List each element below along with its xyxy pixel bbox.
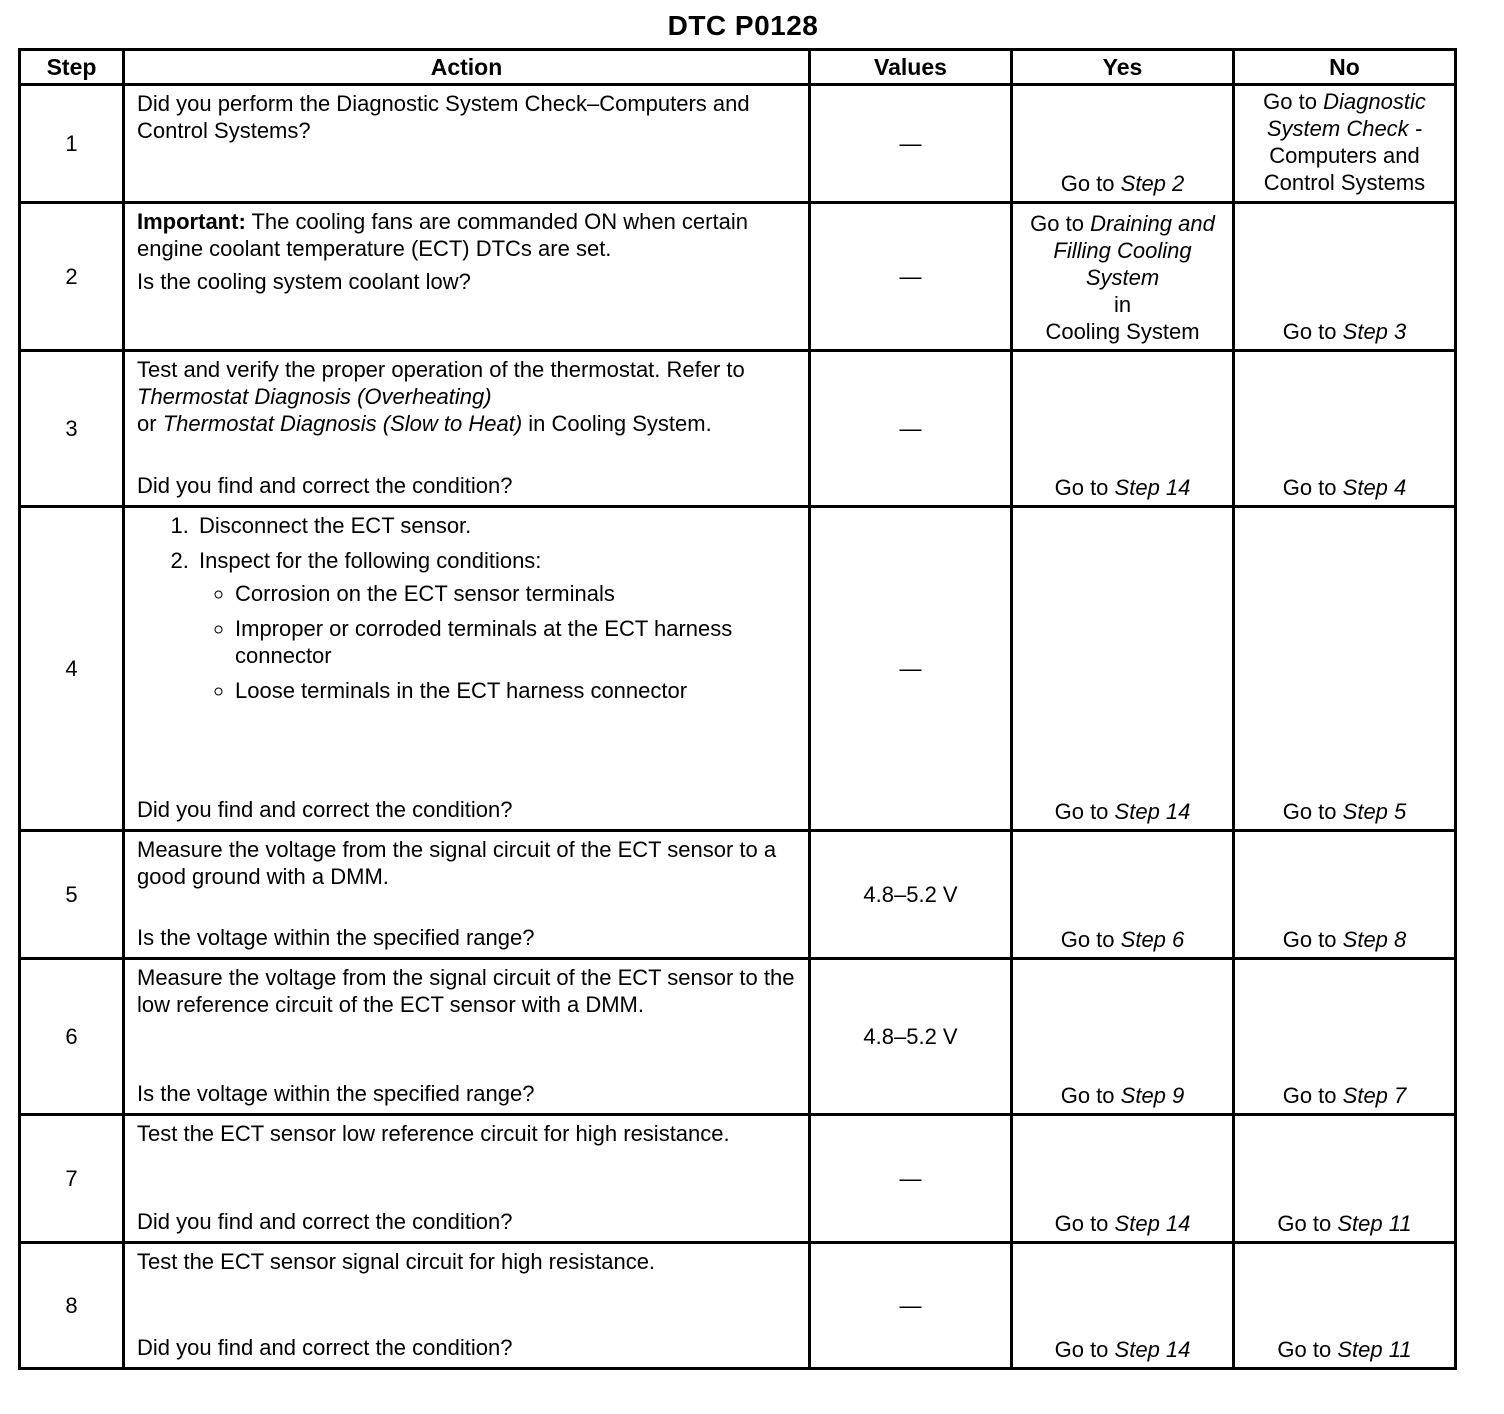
no-cell	[1234, 1243, 1456, 1369]
no-link-extra: Computers and Control Systems	[1263, 143, 1426, 195]
step-number: 7	[20, 1115, 124, 1243]
go-to-text: Go to	[1054, 799, 1109, 824]
action-cell	[124, 507, 810, 831]
yes-link[interactable]: Draining and Filling Cooling System	[1053, 211, 1215, 290]
value-cell	[810, 203, 1012, 351]
action-question: Did you find and correct the condition?	[137, 1209, 513, 1234]
yes-link-extra: Cooling System	[1045, 319, 1200, 344]
thermostat-overheating-link[interactable]: Thermostat Diagnosis (Overheating)	[137, 384, 492, 409]
action-cell	[124, 203, 810, 351]
go-to-text: Go to	[1282, 927, 1337, 952]
value-text: 4.8–5.2 V	[863, 1024, 958, 1049]
action-cell	[124, 831, 810, 959]
value-cell	[810, 507, 1012, 831]
value-text: —	[899, 264, 922, 289]
yes-link[interactable]: Step 14	[1114, 799, 1191, 824]
yes-cell	[1012, 203, 1234, 351]
yes-cell	[1012, 831, 1234, 959]
step-number: 4	[20, 507, 124, 831]
action-cell	[124, 351, 810, 507]
table-row	[20, 959, 1456, 1115]
action-cell	[124, 85, 810, 203]
header-action: Action	[124, 50, 810, 85]
table-row	[20, 203, 1456, 351]
value-cell	[810, 1243, 1012, 1369]
value-cell	[810, 959, 1012, 1115]
no-link[interactable]: Step 11	[1337, 1211, 1412, 1236]
table-row	[20, 1243, 1456, 1369]
value-cell	[810, 85, 1012, 203]
value-text: —	[899, 416, 922, 441]
value-text: —	[899, 656, 922, 681]
action-instruction: Test the ECT sensor low reference circuit for high resistance.	[137, 1121, 730, 1146]
yes-in-text: in	[1113, 292, 1132, 317]
no-link[interactable]: Step 8	[1342, 927, 1407, 952]
no-cell	[1234, 959, 1456, 1115]
instruction-text: in Cooling System.	[528, 411, 712, 436]
no-cell	[1234, 831, 1456, 959]
go-to-text: Go to	[1282, 1083, 1337, 1108]
yes-cell	[1012, 507, 1234, 831]
no-cell	[1234, 1115, 1456, 1243]
step-number: 6	[20, 959, 124, 1115]
go-to-text: Go to	[1282, 475, 1337, 500]
yes-link[interactable]: Step 6	[1120, 927, 1185, 952]
action-question: Did you find and correct the condition?	[137, 1335, 513, 1360]
yes-cell	[1012, 351, 1234, 507]
yes-link[interactable]: Step 2	[1120, 171, 1185, 196]
go-to-text: Go to	[1277, 1211, 1332, 1236]
go-to-text: Go to	[1054, 475, 1109, 500]
yes-cell	[1012, 1115, 1234, 1243]
header-yes: Yes	[1012, 50, 1234, 85]
no-link[interactable]: Step 5	[1342, 799, 1407, 824]
step-number: 3	[20, 351, 124, 507]
substep-item: 1. Disconnect the ECT sensor.	[195, 512, 802, 539]
go-to-text: Go to	[1282, 319, 1337, 344]
page-title: DTC P0128	[667, 10, 819, 41]
action-instruction: Test the ECT sensor signal circuit for high resistance.	[137, 1249, 656, 1274]
action-instruction: Measure the voltage from the signal circuit of the ECT sensor to a good ground with a DMM.	[137, 837, 777, 889]
yes-link[interactable]: Step 14	[1114, 1211, 1191, 1236]
condition-item: ◦ Loose terminals in the ECT harness connector	[235, 677, 802, 704]
value-cell	[810, 831, 1012, 959]
step-number: 5	[20, 831, 124, 959]
value-text: —	[899, 1293, 922, 1318]
dtc-table	[18, 48, 1457, 1370]
no-cell	[1234, 351, 1456, 507]
action-instruction: Measure the voltage from the signal circuit of the ECT sensor to the low reference circuit of the ECT sensor with a DMM.	[137, 965, 795, 1017]
go-to-text: Go to	[1060, 171, 1115, 196]
substep-text: Inspect for the following conditions:	[199, 548, 542, 573]
condition-item: ◦ Improper or corroded terminals at the ECT harness connector	[235, 615, 802, 669]
instruction-text: or	[137, 411, 157, 436]
no-link[interactable]: Step 7	[1342, 1083, 1407, 1108]
go-to-text: Go to	[1054, 1337, 1109, 1362]
table-row	[20, 85, 1456, 203]
action-cell	[124, 1115, 810, 1243]
no-cell	[1234, 203, 1456, 351]
step-number: 2	[20, 203, 124, 351]
substep-item	[195, 547, 802, 704]
action-cell	[124, 1243, 810, 1369]
substep-list	[137, 512, 802, 712]
value-cell	[810, 1115, 1012, 1243]
important-label: Important:	[137, 209, 246, 234]
yes-cell	[1012, 959, 1234, 1115]
go-to-text: Go to	[1282, 799, 1337, 824]
no-cell	[1234, 85, 1456, 203]
no-cell	[1234, 507, 1456, 831]
action-question: Is the voltage within the specified range?	[137, 1081, 535, 1106]
instruction-text: Test and verify the proper operation of the thermostat. Refer to	[137, 357, 745, 382]
thermostat-slow-heat-link[interactable]: Thermostat Diagnosis (Slow to Heat)	[162, 411, 523, 436]
value-text: —	[899, 131, 922, 156]
action-instruction	[137, 356, 802, 437]
action-question: Did you find and correct the condition?	[137, 473, 513, 498]
step-number: 1	[20, 85, 124, 203]
condition-item: ◦ Corrosion on the ECT sensor terminals	[235, 580, 802, 607]
yes-cell	[1012, 85, 1234, 203]
action-question: Is the cooling system coolant low?	[137, 269, 471, 294]
no-link[interactable]: Step 11	[1337, 1337, 1412, 1362]
table-row	[20, 1115, 1456, 1243]
value-cell	[810, 351, 1012, 507]
yes-link[interactable]: Step 14	[1114, 1337, 1191, 1362]
header-no: No	[1234, 50, 1456, 85]
table-row	[20, 507, 1456, 831]
value-text: 4.8–5.2 V	[863, 882, 958, 907]
go-to-text: Go to	[1030, 211, 1084, 236]
action-question: Did you perform the Diagnostic System Check–Computers and Control Systems?	[137, 91, 750, 143]
no-link[interactable]: Step 3	[1342, 319, 1407, 344]
important-text: The cooling fans are commanded ON when certain engine coolant temperature (ECT) DTCs are set.	[137, 209, 748, 261]
condition-list	[199, 580, 802, 704]
no-link[interactable]: Step 4	[1342, 475, 1407, 500]
go-to-text: Go to	[1277, 1337, 1332, 1362]
yes-cell	[1012, 1243, 1234, 1369]
value-text: —	[899, 1166, 922, 1191]
important-note	[137, 208, 802, 262]
action-question: Did you find and correct the condition?	[137, 797, 513, 822]
action-cell	[124, 959, 810, 1115]
table-row	[20, 831, 1456, 959]
action-question: Is the voltage within the specified range?	[137, 925, 535, 950]
header-step: Step	[20, 50, 124, 85]
table-row	[20, 351, 1456, 507]
go-to-text: Go to	[1263, 89, 1317, 114]
header-values: Values	[810, 50, 1012, 85]
yes-link[interactable]: Step 9	[1120, 1083, 1185, 1108]
yes-link[interactable]: Step 14	[1114, 475, 1191, 500]
step-number: 8	[20, 1243, 124, 1369]
header-row	[20, 50, 1456, 85]
go-to-text: Go to	[1060, 927, 1115, 952]
go-to-text: Go to	[1054, 1211, 1109, 1236]
no-link[interactable]: Diagnostic System Check -	[1266, 89, 1426, 141]
go-to-text: Go to	[1060, 1083, 1115, 1108]
